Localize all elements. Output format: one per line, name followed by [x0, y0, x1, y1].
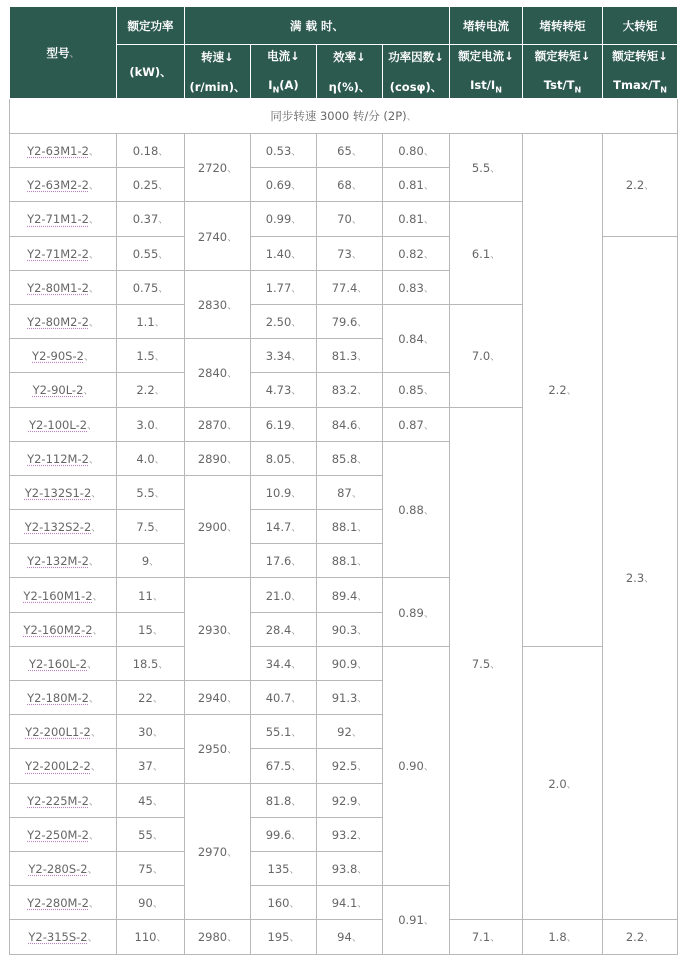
efficiency-cell: 92.9、 [317, 783, 383, 817]
speed-cell: 2740、 [185, 202, 251, 270]
power-cell: 7.5、 [117, 510, 185, 544]
power-factor-cell: 0.91、 [383, 886, 450, 954]
power-cell: 75、 [117, 851, 185, 885]
efficiency-cell: 92、 [317, 715, 383, 749]
power-cell: 9、 [117, 544, 185, 578]
speed-cell: 2980、 [185, 920, 251, 954]
speed-cell: 2890、 [185, 441, 251, 475]
efficiency-cell: 73、 [317, 236, 383, 270]
power-cell: 15、 [117, 612, 185, 646]
power-cell: 1.5、 [117, 339, 185, 373]
speed-cell: 2940、 [185, 681, 251, 715]
power-cell: 5.5、 [117, 475, 185, 509]
current-cell: 160、 [251, 886, 317, 920]
efficiency-cell: 93.2、 [317, 817, 383, 851]
header-lr-torque-title: 堵转转矩 [523, 7, 603, 45]
model-cell: Y2-200L1-2、 [10, 715, 117, 749]
speed-cell: 2930、 [185, 578, 251, 681]
locked-rotor-torque-cell: 1.8、 [523, 920, 603, 954]
current-cell: 40.7、 [251, 681, 317, 715]
power-cell: 45、 [117, 783, 185, 817]
header-power-unit: (kW)、 [117, 45, 185, 99]
model-cell: Y2-71M1-2、 [10, 202, 117, 236]
current-cell: 195、 [251, 920, 317, 954]
efficiency-cell: 90.9、 [317, 646, 383, 680]
header-max-torque-title: 大转矩 [603, 7, 678, 45]
header-efficiency: 效率↓ η(%)、 [317, 45, 383, 99]
efficiency-cell: 88.1、 [317, 544, 383, 578]
current-cell: 8.05、 [251, 441, 317, 475]
model-cell: Y2-90S-2、 [10, 339, 117, 373]
power-factor-cell: 0.81、 [383, 168, 450, 202]
table-row [10, 646, 678, 680]
current-cell: 81.8、 [251, 783, 317, 817]
model-cell: Y2-132S1-2、 [10, 475, 117, 509]
model-cell: Y2-100L-2、 [10, 407, 117, 441]
header-lr-current-unit: 额定电流↓ Ist/$I_N$ [450, 45, 523, 99]
power-cell: 0.75、 [117, 270, 185, 304]
efficiency-cell: 93.8、 [317, 851, 383, 885]
header-full-load: 满 载 时、 [185, 7, 450, 45]
locked-rotor-current-cell: 7.0、 [450, 304, 523, 407]
model-cell: Y2-280S-2、 [10, 851, 117, 885]
speed-cell: 2900、 [185, 475, 251, 578]
efficiency-cell: 65、 [317, 134, 383, 168]
locked-rotor-current-cell: 7.5、 [450, 407, 523, 920]
power-factor-cell: 0.87、 [383, 407, 450, 441]
header-model: 型号、 [10, 7, 117, 99]
model-cell: Y2-160M1-2、 [10, 578, 117, 612]
power-cell: 37、 [117, 749, 185, 783]
current-cell: 55.1、 [251, 715, 317, 749]
power-factor-cell: 0.81、 [383, 202, 450, 236]
max-torque-cell: 2.2、 [603, 920, 678, 954]
efficiency-cell: 83.2、 [317, 373, 383, 407]
speed-cell: 2950、 [185, 715, 251, 783]
table-row [10, 134, 678, 168]
current-cell: 6.19、 [251, 407, 317, 441]
max-torque-cell: 2.2、 [603, 134, 678, 237]
efficiency-cell: 85.8、 [317, 441, 383, 475]
model-cell: Y2-112M-2、 [10, 441, 117, 475]
speed-cell: 2970、 [185, 783, 251, 920]
efficiency-cell: 90.3、 [317, 612, 383, 646]
efficiency-cell: 89.4、 [317, 578, 383, 612]
power-cell: 55、 [117, 817, 185, 851]
current-cell: 21.0、 [251, 578, 317, 612]
speed-cell: 2830、 [185, 270, 251, 338]
model-cell: Y2-315S-2、 [10, 920, 117, 954]
efficiency-cell: 70、 [317, 202, 383, 236]
efficiency-cell: 91.3、 [317, 681, 383, 715]
model-cell: Y2-63M1-2、 [10, 134, 117, 168]
speed-cell: 2840、 [185, 339, 251, 407]
model-cell: Y2-132S2-2、 [10, 510, 117, 544]
power-factor-cell: 0.82、 [383, 236, 450, 270]
power-factor-cell: 0.84、 [383, 304, 450, 372]
efficiency-cell: 79.6、 [317, 304, 383, 338]
locked-rotor-current-cell: 7.1、 [450, 920, 523, 954]
power-cell: 0.55、 [117, 236, 185, 270]
current-cell: 10.9、 [251, 475, 317, 509]
power-factor-cell: 0.90、 [383, 646, 450, 885]
current-cell: 17.6、 [251, 544, 317, 578]
power-cell: 0.25、 [117, 168, 185, 202]
current-cell: 34.4、 [251, 646, 317, 680]
current-cell: 3.34、 [251, 339, 317, 373]
efficiency-cell: 81.3、 [317, 339, 383, 373]
current-cell: 4.73、 [251, 373, 317, 407]
header-max-torque-unit: 额定转矩↓ Tmax/$T_N$ [603, 45, 678, 99]
efficiency-cell: 88.1、 [317, 510, 383, 544]
model-cell: Y2-132M-2、 [10, 544, 117, 578]
power-cell: 0.37、 [117, 202, 185, 236]
header-power-title: 额定功率 [117, 7, 185, 45]
current-cell: 2.50、 [251, 304, 317, 338]
header-speed: 转速↓ (r/min)、 [185, 45, 251, 99]
model-cell: Y2-63M2-2、 [10, 168, 117, 202]
power-cell: 30、 [117, 715, 185, 749]
power-cell: 2.2、 [117, 373, 185, 407]
efficiency-cell: 87、 [317, 475, 383, 509]
efficiency-cell: 94.1、 [317, 886, 383, 920]
efficiency-cell: 94、 [317, 920, 383, 954]
motor-spec-table [9, 6, 678, 955]
header-current: 电流↓ $I_N(A)$ [251, 45, 317, 99]
efficiency-cell: 92.5、 [317, 749, 383, 783]
power-cell: 110、 [117, 920, 185, 954]
locked-rotor-torque-cell: 2.2、 [523, 134, 603, 647]
current-cell: 67.5、 [251, 749, 317, 783]
current-cell: 0.99、 [251, 202, 317, 236]
header-lr-torque-unit: 额定转矩↓ Tst/$T_N$ [523, 45, 603, 99]
current-cell: 99.6、 [251, 817, 317, 851]
power-factor-cell: 0.80、 [383, 134, 450, 168]
current-cell: 1.77、 [251, 270, 317, 304]
power-factor-cell: 0.83、 [383, 270, 450, 304]
model-cell: Y2-80M2-2、 [10, 304, 117, 338]
speed-cell: 2870、 [185, 407, 251, 441]
current-cell: 0.53、 [251, 134, 317, 168]
power-factor-cell: 0.85、 [383, 373, 450, 407]
max-torque-cell: 2.3、 [603, 236, 678, 920]
header-lr-current-title: 堵转电流 [450, 7, 523, 45]
efficiency-cell: 68、 [317, 168, 383, 202]
current-cell: 0.69、 [251, 168, 317, 202]
efficiency-cell: 84.6、 [317, 407, 383, 441]
model-cell: Y2-90L-2、 [10, 373, 117, 407]
locked-rotor-current-cell: 6.1、 [450, 202, 523, 305]
speed-cell: 2720、 [185, 134, 251, 202]
locked-rotor-torque-cell: 2.0、 [523, 646, 603, 920]
power-cell: 3.0、 [117, 407, 185, 441]
efficiency-cell: 77.4、 [317, 270, 383, 304]
current-cell: 28.4、 [251, 612, 317, 646]
model-cell: Y2-80M1-2、 [10, 270, 117, 304]
power-factor-cell: 0.88、 [383, 441, 450, 578]
model-cell: Y2-225M-2、 [10, 783, 117, 817]
current-cell: 135、 [251, 851, 317, 885]
locked-rotor-current-cell: 5.5、 [450, 134, 523, 202]
model-cell: Y2-200L2-2、 [10, 749, 117, 783]
section-title: 同步转速 3000 转/分 (2P)、 [10, 99, 678, 134]
model-cell: Y2-180M-2、 [10, 681, 117, 715]
table-row [10, 920, 678, 954]
model-cell: Y2-250M-2、 [10, 817, 117, 851]
power-cell: 22、 [117, 681, 185, 715]
power-cell: 18.5、 [117, 646, 185, 680]
power-cell: 90、 [117, 886, 185, 920]
model-cell: Y2-160M2-2、 [10, 612, 117, 646]
current-cell: 14.7、 [251, 510, 317, 544]
power-cell: 4.0、 [117, 441, 185, 475]
model-cell: Y2-280M-2、 [10, 886, 117, 920]
power-cell: 0.18、 [117, 134, 185, 168]
power-cell: 11、 [117, 578, 185, 612]
current-cell: 1.40、 [251, 236, 317, 270]
power-factor-cell: 0.89、 [383, 578, 450, 646]
power-cell: 1.1、 [117, 304, 185, 338]
header-power-factor: 功率因数↓ (cosφ)、 [383, 45, 450, 99]
model-cell: Y2-160L-2、 [10, 646, 117, 680]
model-cell: Y2-71M2-2、 [10, 236, 117, 270]
